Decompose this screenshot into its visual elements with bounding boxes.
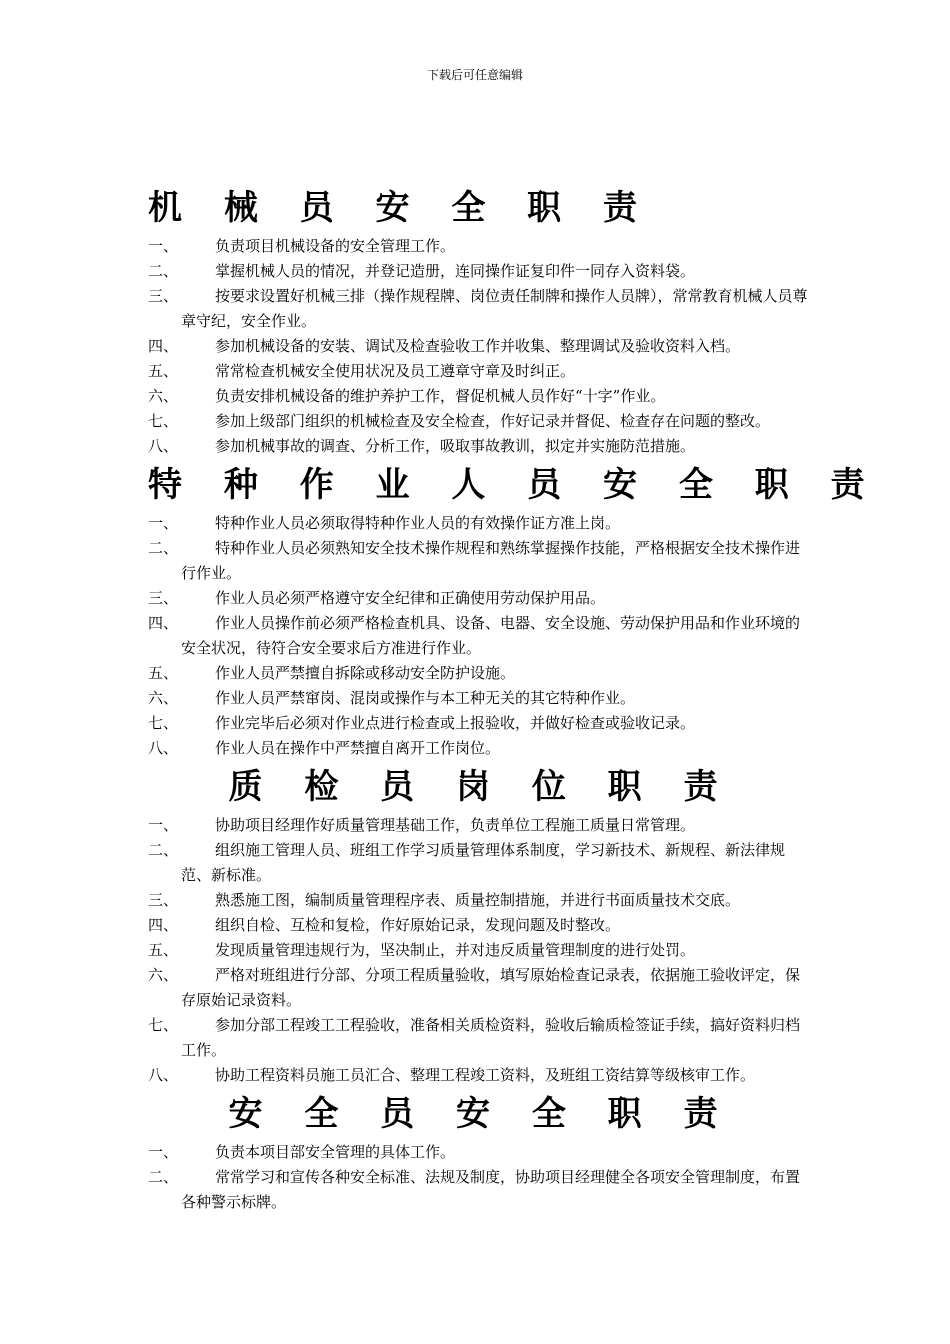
section-title: 安 全 员 安 全 职 责: [228, 1094, 733, 1134]
document-body: [148, 182, 880, 1215]
item-number: 六、: [148, 966, 179, 984]
list-item: [148, 334, 813, 359]
item-number: 八、: [148, 1066, 179, 1084]
list-item: [148, 434, 813, 459]
item-text: 参加上级部门组织的机械检查及安全检查，作好记录并督促、检查存在问题的整改。: [215, 412, 771, 430]
item-text: 组织自检、互检和复检，作好原始记录，发现问题及时整改。: [215, 916, 621, 934]
item-number: 五、: [148, 664, 179, 682]
list-item: [148, 1013, 813, 1063]
item-text: 作业人员在操作中严禁擅自离开工作岗位。: [215, 739, 501, 757]
section-title: 机 械 员 安 全 职 责: [148, 188, 653, 228]
item-text: 参加机械设备的安装、调试及检查验收工作并收集、整理调试及验收资料入档。: [215, 337, 741, 355]
item-number: 七、: [148, 714, 179, 732]
list-item: [148, 661, 813, 686]
item-number: 五、: [148, 362, 179, 380]
item-number: 三、: [148, 891, 179, 909]
item-text: 常常检查机械安全使用状况及员工遵章守章及时纠正。: [215, 362, 576, 380]
item-text: 参加分部工程竣工工程验收，准备相关质检资料，验收后输质检签证手续，搞好资料归档工作。: [181, 1016, 801, 1059]
list-item: [148, 611, 813, 661]
item-number: 三、: [148, 589, 179, 607]
item-text: 发现质量管理违规行为，坚决制止，并对违反质量管理制度的进行处罚。: [215, 941, 696, 959]
list-item: [148, 511, 813, 536]
item-text: 严格对班组进行分部、分项工程质量验收，填写原始检查记录表，依据施工验收评定，保存原始记录资料。: [181, 966, 801, 1009]
list-item: [148, 686, 813, 711]
item-text: 作业人员严禁擅自拆除或移动安全防护设施。: [215, 664, 516, 682]
item-text: 组织施工管理人员、班组工作学习质量管理体系制度，学习新技术、新规程、新法律规范、新标准。: [181, 841, 786, 884]
section-quality-inspector-duties: [148, 761, 813, 1088]
item-text: 特种作业人员必须取得特种作业人员的有效操作证方准上岗。: [215, 514, 621, 532]
item-number: 七、: [148, 412, 179, 430]
item-text: 按要求设置好机械三排（操作规程牌、岗位责任制牌和操作人员牌），常常教育机械人员尊章守纪，安全作业。: [181, 287, 808, 330]
item-text: 熟悉施工图，编制质量管理程序表、质量控制措施，并进行书面质量技术交底。: [215, 891, 741, 909]
list-item: [148, 1140, 813, 1165]
list-item: [148, 963, 813, 1013]
list-item: [148, 359, 813, 384]
list-item: [148, 1165, 813, 1215]
item-number: 六、: [148, 387, 179, 405]
list-item: [148, 586, 813, 611]
list-item: [148, 409, 813, 434]
list-item: [148, 711, 813, 736]
item-number: 一、: [148, 237, 179, 255]
item-number: 一、: [148, 514, 179, 532]
item-number: 一、: [148, 1143, 179, 1161]
item-number: 八、: [148, 437, 179, 455]
item-text: 参加机械事故的调查、分析工作，吸取事故教训，拟定并实施防范措施。: [215, 437, 696, 455]
list-item: [148, 888, 813, 913]
list-item: [148, 838, 813, 888]
item-number: 三、: [148, 287, 179, 305]
list-item: [148, 234, 813, 259]
list-item: [148, 913, 813, 938]
item-number: 二、: [148, 262, 179, 280]
item-number: 一、: [148, 816, 179, 834]
item-text: 作业人员必须严格遵守安全纪律和正确使用劳动保护用品。: [215, 589, 606, 607]
item-number: 二、: [148, 539, 179, 557]
item-text: 负责项目机械设备的安全管理工作。: [215, 237, 456, 255]
section-mechanic-duties: [148, 182, 813, 459]
item-number: 八、: [148, 739, 179, 757]
list-item: [148, 384, 813, 409]
list-item: [148, 938, 813, 963]
item-text: 掌握机械人员的情况，并登记造册，连同操作证复印件一同存入资料袋。: [215, 262, 696, 280]
item-number: 五、: [148, 941, 179, 959]
item-text: 协助工程资料员施工员汇合、整理工程竣工资料，及班组工资结算等级核审工作。: [215, 1066, 756, 1084]
item-number: 七、: [148, 1016, 179, 1034]
list-item: [148, 284, 813, 334]
section-special-operators-duties: [148, 459, 880, 761]
section-safety-officer-duties: [148, 1088, 813, 1215]
item-number: 二、: [148, 1168, 179, 1186]
header-note: 下载后可任意编辑: [426, 68, 523, 82]
list-item: [148, 813, 813, 838]
item-number: 二、: [148, 841, 179, 859]
item-number: 四、: [148, 614, 179, 632]
item-text: 负责本项目部安全管理的具体工作。: [215, 1143, 456, 1161]
item-number: 六、: [148, 689, 179, 707]
item-text: 作业完毕后必须对作业点进行检查或上报验收，并做好检查或验收记录。: [215, 714, 696, 732]
section-title: 特 种 作 业 人 员 安 全 职 责: [148, 465, 880, 505]
list-item: [148, 536, 813, 586]
item-text: 作业人员严禁窜岗、混岗或操作与本工种无关的其它特种作业。: [215, 689, 636, 707]
item-text: 协助项目经理作好质量管理基础工作，负责单位工程施工质量日常管理。: [215, 816, 696, 834]
item-text: 负责安排机械设备的维护养护工作，督促机械人员作好“十字”作业。: [215, 387, 666, 405]
list-item: [148, 736, 813, 761]
item-text: 特种作业人员必须熟知安全技术操作规程和熟练掌握操作技能，严格根据安全技术操作进行作业。: [181, 539, 801, 582]
list-item: [148, 1063, 813, 1088]
item-number: 四、: [148, 337, 179, 355]
item-text: 常常学习和宣传各种安全标准、法规及制度，协助项目经理健全各项安全管理制度，布置各种警示标牌。: [181, 1168, 801, 1211]
section-title: 质 检 员 岗 位 职 责: [228, 767, 733, 807]
list-item: [148, 259, 813, 284]
item-text: 作业人员操作前必须严格检查机具、设备、电器、安全设施、劳动保护用品和作业环境的安全状况，待符合安全要求后方准进行作业。: [181, 614, 801, 657]
item-number: 四、: [148, 916, 179, 934]
